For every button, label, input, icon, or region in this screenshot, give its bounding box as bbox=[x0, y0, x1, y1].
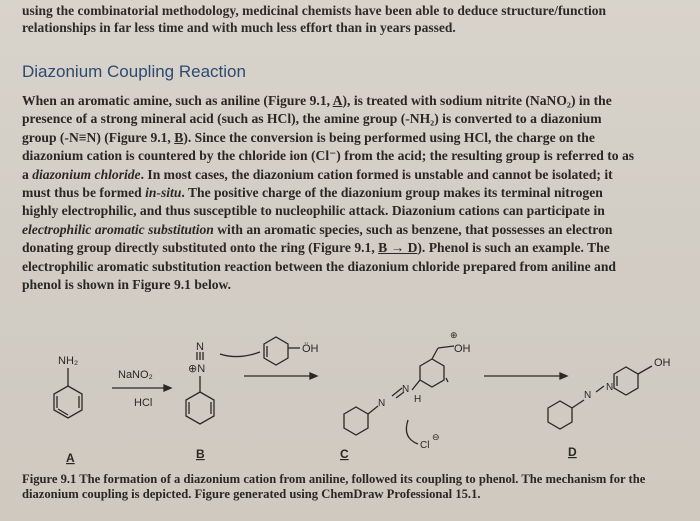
aniline-structure bbox=[54, 368, 82, 418]
caption-line-1: Figure 9.1 The formation of a diazonium cation from aniline, followed its coupling to phenol. The mechanism for the bbox=[22, 472, 646, 486]
para-line: diazonium cation is countered by the chloride ion (Cl⁻) from the acid; the resulting group is referred to as bbox=[22, 148, 635, 164]
n-c1-label: N bbox=[378, 398, 386, 409]
body-paragraph bbox=[22, 92, 692, 294]
section-heading: Diazonium Coupling Reaction bbox=[22, 62, 246, 81]
label-d: D bbox=[568, 445, 577, 459]
para-line: donating group directly substituted onto the ring (Figure 9.1, B → D). Phenol is such an example. The bbox=[22, 240, 610, 256]
n-d1-label: N bbox=[584, 390, 592, 401]
oh-d-label: OH bbox=[654, 357, 671, 369]
para-line: highly electrophilic, and thus susceptible to nucleophilic attack. Diazonium cations can participate in bbox=[22, 203, 605, 219]
para-line: presence of a strong mineral acid (such as HCl), the amine group (-NH₂) is converted to a diazonium bbox=[22, 111, 602, 127]
n-c2-label: N bbox=[402, 384, 410, 395]
plus-c-label: ⊕ bbox=[450, 330, 458, 340]
para-line: must thus be formed in-situ. The positive charge of the diazonium group makes its terminal nitrogen bbox=[22, 185, 603, 201]
para-line: electrophilic aromatic substitution with an aromatic species, such as benzene, that possesses an electron bbox=[22, 221, 613, 237]
reagent-hcl: HCl bbox=[134, 397, 153, 409]
figure-caption bbox=[22, 472, 692, 502]
nh2-label: NH₂ bbox=[58, 355, 79, 367]
label-c: C bbox=[340, 447, 349, 461]
para-line: When an aromatic amine, such as aniline (Figure 9.1, A), is treated with sodium nitrite (NaNO₂) in the bbox=[22, 93, 612, 108]
para-line: electrophilic aromatic substitution reaction between the diazonium chloride prepared from aniline and bbox=[22, 258, 616, 274]
intro-line-1: using the combinatorial methodology, medicinal chemists have been able to deduce structure/function bbox=[22, 3, 606, 18]
cl-c-label: Cl bbox=[420, 440, 430, 451]
n-top-label: N bbox=[196, 341, 204, 353]
n-plus-label: ⊕N bbox=[188, 363, 206, 375]
label-b: B bbox=[196, 447, 205, 461]
para-line: group (-N≡N) (Figure 9.1, B). Since the conversion is being performed using HCl, the charge on the bbox=[22, 129, 595, 145]
oh-phenol-label: ÖH bbox=[302, 343, 319, 355]
h-c-label: H bbox=[414, 394, 422, 405]
label-a: A bbox=[66, 451, 75, 465]
n-d2-label: N bbox=[606, 382, 614, 393]
caption-line-2: diazonium coupling is depicted. Figure generated using ChemDraw Professional 15.1. bbox=[22, 487, 481, 501]
reagent-nano2: NaNO₂ bbox=[118, 369, 153, 381]
para-line: a diazonium chloride. In most cases, the diazonium cation formed is unstable and cannot be isolated; it bbox=[22, 166, 613, 182]
intro-text bbox=[22, 2, 682, 36]
phenol-structure bbox=[220, 337, 300, 365]
para-line: phenol is shown in Figure 9.1 below. bbox=[22, 277, 231, 293]
reaction-scheme bbox=[22, 330, 692, 470]
oh-c-label: OH bbox=[454, 343, 471, 355]
minus-c-label: ⊖ bbox=[432, 432, 440, 442]
intermediate-structure bbox=[344, 346, 454, 444]
intro-line-2: relationships in far less time and with much less effort than in years passed. bbox=[22, 20, 456, 35]
